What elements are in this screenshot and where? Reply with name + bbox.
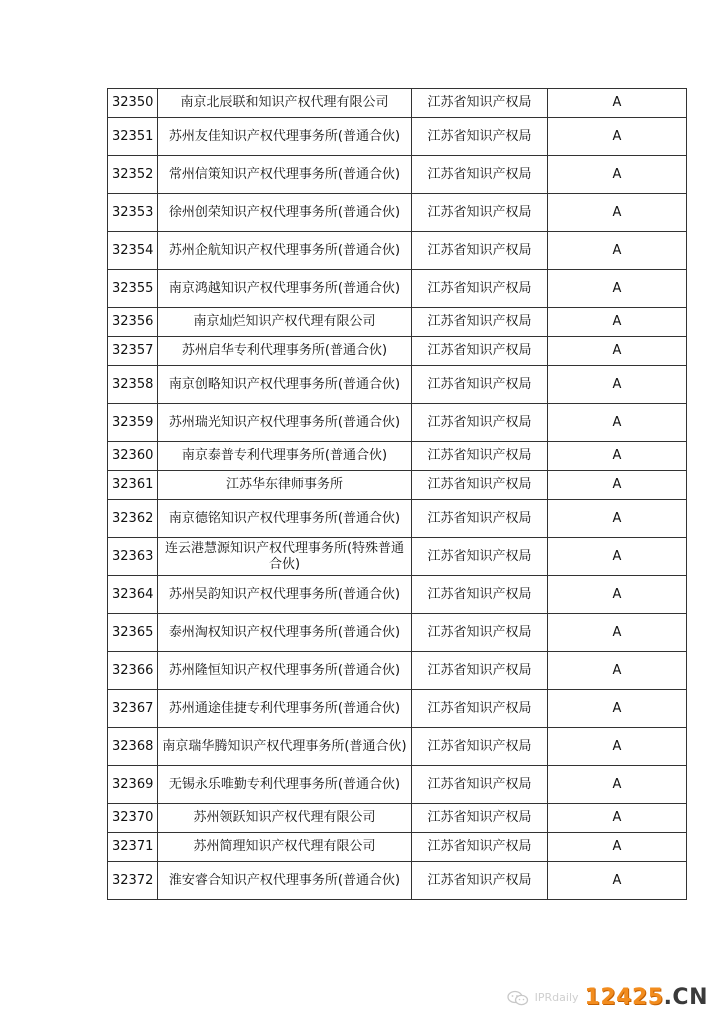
cell-agency-name: 连云港慧源知识产权代理事务所(特殊普通合伙) [158, 538, 412, 576]
cell-authority: 江苏省知识产权局 [412, 337, 548, 366]
cell-grade: A [548, 232, 687, 270]
cell-authority: 江苏省知识产权局 [412, 728, 548, 766]
cell-authority: 江苏省知识产权局 [412, 833, 548, 862]
cell-authority: 江苏省知识产权局 [412, 404, 548, 442]
cell-id: 32361 [108, 471, 158, 500]
cell-authority: 江苏省知识产权局 [412, 766, 548, 804]
cell-agency-name: 江苏华东律师事务所 [158, 471, 412, 500]
table-row [108, 194, 687, 232]
watermark-faint-text: IPRdaily [534, 991, 579, 1004]
cell-grade: A [548, 308, 687, 337]
cell-id: 32354 [108, 232, 158, 270]
table-row [108, 576, 687, 614]
cell-id: 32350 [108, 89, 158, 118]
table-row [108, 804, 687, 833]
logo-number: 12425 [584, 985, 664, 1010]
cell-agency-name: 苏州简理知识产权代理有限公司 [158, 833, 412, 862]
cell-id: 32356 [108, 308, 158, 337]
cell-id: 32352 [108, 156, 158, 194]
cell-agency-name: 无锡永乐唯勤专利代理事务所(普通合伙) [158, 766, 412, 804]
cell-grade: A [548, 766, 687, 804]
wechat-icon [507, 990, 529, 1006]
table-row [108, 118, 687, 156]
cell-grade: A [548, 471, 687, 500]
table-row [108, 500, 687, 538]
cell-authority: 江苏省知识产权局 [412, 471, 548, 500]
cell-grade: A [548, 337, 687, 366]
cell-id: 32353 [108, 194, 158, 232]
site-logo [585, 985, 708, 1010]
cell-agency-name: 南京瑞华腾知识产权代理事务所(普通合伙) [158, 728, 412, 766]
table-row [108, 652, 687, 690]
cell-agency-name: 苏州企航知识产权代理事务所(普通合伙) [158, 232, 412, 270]
cell-authority: 江苏省知识产权局 [412, 118, 548, 156]
cell-agency-name: 南京鸿越知识产权代理事务所(普通合伙) [158, 270, 412, 308]
table-row [108, 728, 687, 766]
cell-authority: 江苏省知识产权局 [412, 862, 548, 900]
cell-id: 32366 [108, 652, 158, 690]
cell-agency-name: 徐州创荣知识产权代理事务所(普通合伙) [158, 194, 412, 232]
cell-id: 32360 [108, 442, 158, 471]
cell-authority: 江苏省知识产权局 [412, 804, 548, 833]
cell-grade: A [548, 804, 687, 833]
cell-id: 32368 [108, 728, 158, 766]
cell-agency-name: 泰州淘权知识产权代理事务所(普通合伙) [158, 614, 412, 652]
cell-grade: A [548, 118, 687, 156]
table-row [108, 308, 687, 337]
table-row [108, 156, 687, 194]
agency-table-body [108, 89, 687, 900]
table-row [108, 366, 687, 404]
watermark [507, 985, 708, 1010]
cell-agency-name: 常州信策知识产权代理事务所(普通合伙) [158, 156, 412, 194]
cell-agency-name: 苏州友佳知识产权代理事务所(普通合伙) [158, 118, 412, 156]
cell-grade: A [548, 652, 687, 690]
cell-grade: A [548, 833, 687, 862]
cell-grade: A [548, 194, 687, 232]
cell-authority: 江苏省知识产权局 [412, 232, 548, 270]
cell-id: 32364 [108, 576, 158, 614]
cell-grade: A [548, 538, 687, 576]
cell-id: 32357 [108, 337, 158, 366]
cell-agency-name: 南京北辰联和知识产权代理有限公司 [158, 89, 412, 118]
cell-agency-name: 苏州启华专利代理事务所(普通合伙) [158, 337, 412, 366]
cell-agency-name: 南京泰普专利代理事务所(普通合伙) [158, 442, 412, 471]
cell-agency-name: 苏州隆恒知识产权代理事务所(普通合伙) [158, 652, 412, 690]
cell-id: 32370 [108, 804, 158, 833]
agency-table [107, 88, 687, 900]
cell-agency-name: 淮安睿合知识产权代理事务所(普通合伙) [158, 862, 412, 900]
cell-authority: 江苏省知识产权局 [412, 194, 548, 232]
cell-agency-name: 南京创略知识产权代理事务所(普通合伙) [158, 366, 412, 404]
table-row [108, 404, 687, 442]
cell-grade: A [548, 270, 687, 308]
cell-id: 32371 [108, 833, 158, 862]
cell-grade: A [548, 576, 687, 614]
cell-authority: 江苏省知识产权局 [412, 156, 548, 194]
cell-id: 32363 [108, 538, 158, 576]
table-row [108, 471, 687, 500]
table-row [108, 833, 687, 862]
table-row [108, 89, 687, 118]
cell-authority: 江苏省知识产权局 [412, 576, 548, 614]
cell-grade: A [548, 728, 687, 766]
cell-id: 32359 [108, 404, 158, 442]
table-row [108, 442, 687, 471]
cell-authority: 江苏省知识产权局 [412, 442, 548, 471]
table-row [108, 232, 687, 270]
cell-agency-name: 苏州吴韵知识产权代理事务所(普通合伙) [158, 576, 412, 614]
cell-grade: A [548, 404, 687, 442]
cell-id: 32358 [108, 366, 158, 404]
cell-grade: A [548, 156, 687, 194]
cell-agency-name: 南京灿烂知识产权代理有限公司 [158, 308, 412, 337]
table-row [108, 766, 687, 804]
cell-grade: A [548, 500, 687, 538]
table-row [108, 690, 687, 728]
cell-grade: A [548, 89, 687, 118]
table-row [108, 337, 687, 366]
cell-authority: 江苏省知识产权局 [412, 366, 548, 404]
cell-authority: 江苏省知识产权局 [412, 500, 548, 538]
cell-authority: 江苏省知识产权局 [412, 89, 548, 118]
table-row [108, 538, 687, 576]
logo-domain: .CN [663, 985, 708, 1010]
cell-agency-name: 苏州瑞光知识产权代理事务所(普通合伙) [158, 404, 412, 442]
table-row [108, 862, 687, 900]
cell-authority: 江苏省知识产权局 [412, 614, 548, 652]
cell-id: 32365 [108, 614, 158, 652]
cell-agency-name: 苏州通途佳捷专利代理事务所(普通合伙) [158, 690, 412, 728]
table-row [108, 270, 687, 308]
cell-id: 32372 [108, 862, 158, 900]
cell-grade: A [548, 442, 687, 471]
cell-authority: 江苏省知识产权局 [412, 308, 548, 337]
cell-grade: A [548, 614, 687, 652]
cell-id: 32355 [108, 270, 158, 308]
cell-agency-name: 南京德铭知识产权代理事务所(普通合伙) [158, 500, 412, 538]
cell-authority: 江苏省知识产权局 [412, 690, 548, 728]
cell-id: 32369 [108, 766, 158, 804]
cell-id: 32367 [108, 690, 158, 728]
cell-agency-name: 苏州领跃知识产权代理有限公司 [158, 804, 412, 833]
cell-grade: A [548, 862, 687, 900]
cell-authority: 江苏省知识产权局 [412, 270, 548, 308]
table-row [108, 614, 687, 652]
cell-authority: 江苏省知识产权局 [412, 652, 548, 690]
cell-grade: A [548, 366, 687, 404]
cell-id: 32351 [108, 118, 158, 156]
cell-grade: A [548, 690, 687, 728]
cell-id: 32362 [108, 500, 158, 538]
cell-authority: 江苏省知识产权局 [412, 538, 548, 576]
